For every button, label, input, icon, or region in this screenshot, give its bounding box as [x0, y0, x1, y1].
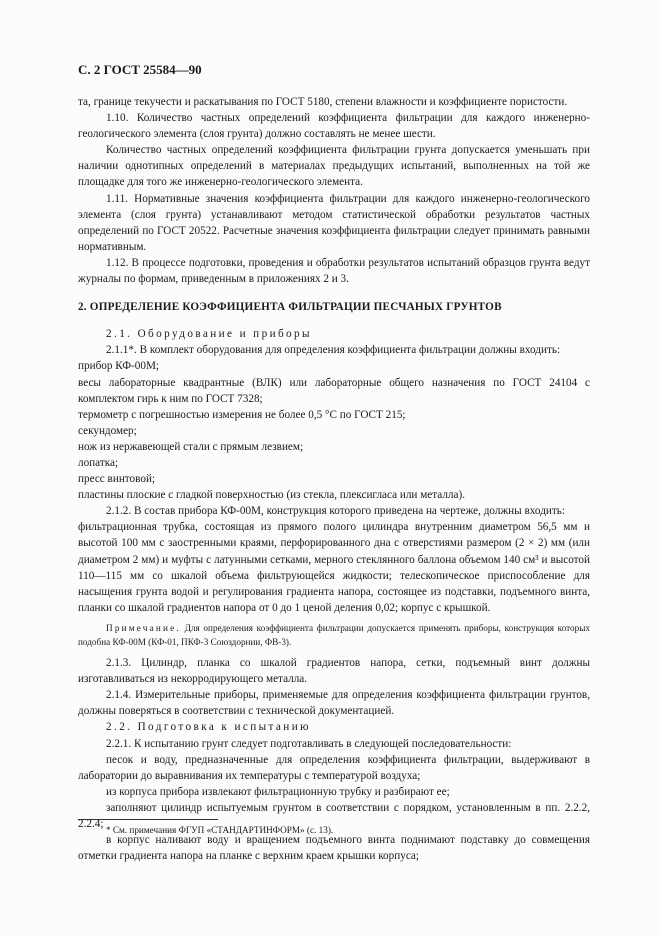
footnote: * См. примечания ФГУП «СТАНДАРТИНФОРМ» (с. 13).: [106, 825, 334, 835]
list-item: секундомер;: [78, 424, 137, 437]
note-label: Примечание.: [106, 622, 181, 633]
note: [78, 622, 590, 649]
paragraph: в корпус наливают воду и вращением подъемного винта поднимают подставку до совмещения отметки градиента напора на планке с верхним краем крышки корпуса;: [78, 834, 590, 863]
list-item: лопатка;: [78, 456, 119, 469]
paragraph: Количество частных определений коэффициента фильтрации грунта допускается уменьшать при наличии однотипных определений в материалах предыдущих испытаний, выполненных на той же площадке для того же инженерно-геологического элемента.: [78, 144, 590, 189]
paragraph: 1.11. Нормативные значения коэффициента фильтрации для каждого инженерно-геологического элемента (слоя грунта) устанавливают методом статистической обработки результатов частных определений по ГОСТ 20522. Расчетные значения коэффициента фильтрации следует принимать равными нормативным.: [78, 192, 590, 253]
list-item: термометр с погрешностью измерения не более 0,5 °С по ГОСТ 215;: [78, 408, 406, 421]
subsection-heading: 2.1. Оборудование и приборы: [106, 328, 312, 341]
paragraph: 2.1.1*. В комплект оборудования для определения коэффициента фильтрации должны входить:: [106, 344, 561, 357]
list-item: прибор КФ-00М;: [78, 360, 160, 373]
note-text: Для определения коэффициента фильтрации допускается применять приборы, конструкция которых подобна КФ-00М (КФ-01, ПКФ-3 Союздорнии, ФВ-3).: [78, 622, 590, 647]
paragraph: 1.10. Количество частных определений коэффициента фильтрации для каждого инженерно-геологического элемента (слоя грунта) должно составлять не менее шести.: [78, 112, 590, 141]
paragraph: 1.12. В процессе подготовки, проведения и обработки результатов испытаний образцов грунта ведут журналы по формам, приведенным в приложениях 2 и 3.: [78, 256, 590, 286]
paragraph: из корпуса прибора извлекают фильтрационную трубку и разбирают ее;: [106, 785, 450, 798]
paragraph: 2.1.4. Измерительные приборы, применяемые для определения коэффициента фильтрации грунтов, должны поверяться в соответствии с технической документацией.: [78, 689, 590, 718]
document-body: [78, 94, 590, 864]
section-title: 2. ОПРЕДЕЛЕНИЕ КОЭФФИЦИЕНТА ФИЛЬТРАЦИИ ПЕСЧАНЫХ ГРУНТОВ: [78, 301, 502, 314]
paragraph: 2.1.3. Цилиндр, планка со шкалой градиентов напора, сетки, подъемный винт должны изготавливаться из некорродирующего металла.: [78, 657, 590, 686]
page-header: С. 2 ГОСТ 25584—90: [78, 62, 202, 77]
list-item: весы лабораторные квадрантные (ВЛК) или лабораторные общего назначения по ГОСТ 24104 с комплектом гирь к ним по ГОСТ 7328;: [78, 376, 590, 405]
list-item: пресс винтовой;: [78, 473, 156, 486]
list-item: пластины плоские с гладкой поверхностью (из стекла, плексигласа или металла).: [78, 489, 466, 502]
list-item: нож из нержавеющей стали с прямым лезвием;: [78, 440, 304, 453]
paragraph: фильтрационная трубка, состоящая из прямого полого цилиндра внутренним диаметром 56,5 мм и высотой 100 мм с заостренными краями, перфорированного дна с отверстиями размером (2 × 2) мм (или диаметром 2 мм) и муфты с латунными сетками, мерного стеклянного баллона объемом 140 см³ и высотой 110—115 мм со шкалой объема фильтрующейся жидкости; телескопическое приспособление для насыщения грунта водой и регулирования градиента напора, состоящее из подставки, подъемного винта, планки со шкалой градиентов напора от 0 до 1 ценой деления 0,02; корпус с крышкой.: [78, 521, 590, 614]
subsection-heading: 2.2. Подготовка к испытанию: [106, 721, 311, 734]
paragraph: 2.1.2. В состав прибора КФ-00М, конструкция которого приведена на чертеже, должны входить:: [106, 505, 565, 518]
footnote-divider: [78, 819, 218, 820]
paragraph: песок и воду, предназначенные для определения коэффициента фильтрации, выдерживают в лаборатории до выравнивания их температуры с температурой воздуха;: [78, 753, 590, 782]
paragraph: заполняют цилиндр испытуемым грунтом в соответствии с порядком, установленным в пп. 2.2.2, 2.2.4;: [78, 801, 590, 831]
paragraph: та, границе текучести и раскатывания по ГОСТ 5180, степени влажности и коэффициенте пористости.: [78, 96, 568, 108]
paragraph: 2.2.1. К испытанию грунт следует подготавливать в следующей последовательности:: [106, 737, 512, 750]
